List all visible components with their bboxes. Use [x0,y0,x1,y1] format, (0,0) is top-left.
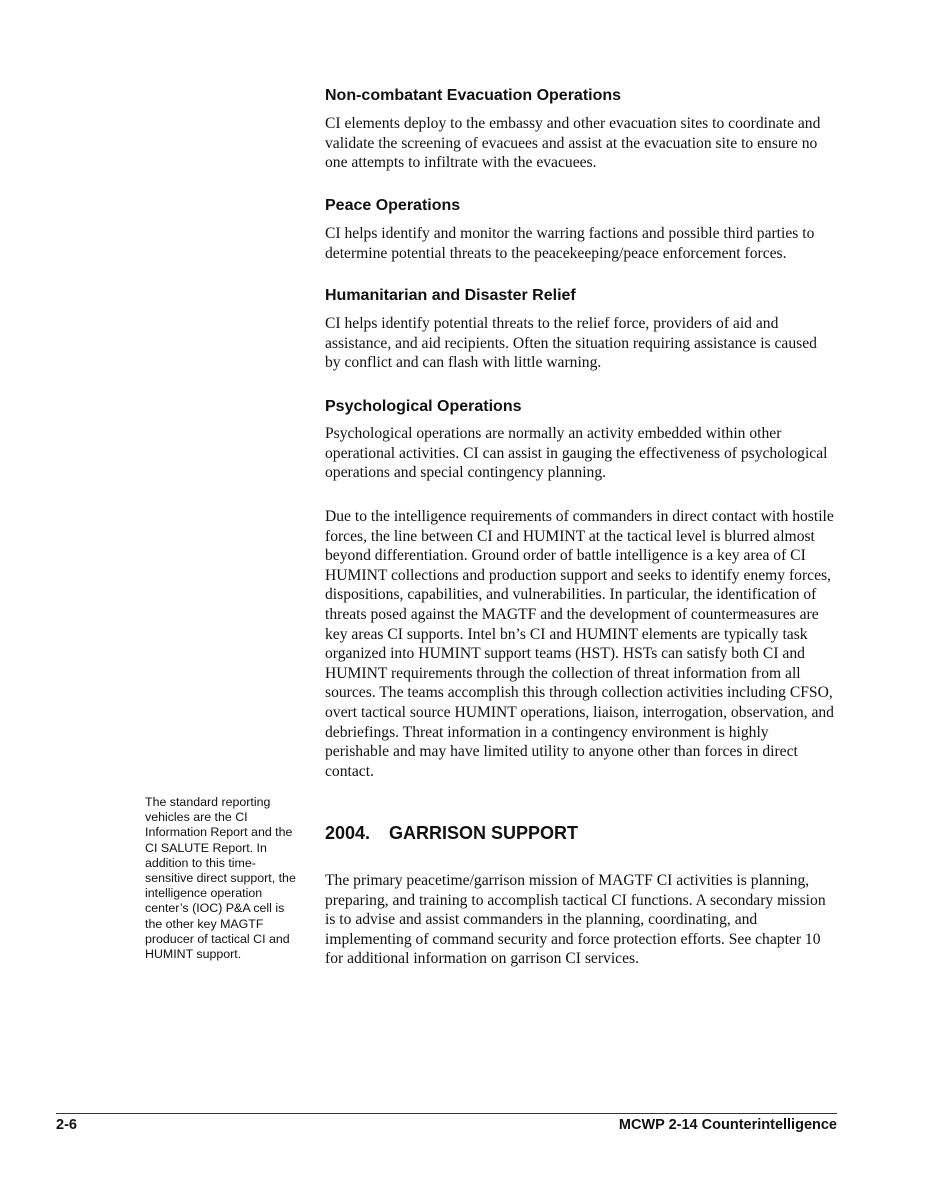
paragraph-noncombatant-evacuation: CI elements deploy to the embassy and other evacuation sites to coordinate and validate the screening of evacuees and assist at the evacuation site to ensure no one attempts to infiltrate with the evacuees. [325,115,821,172]
section-title: GARRISON SUPPORT [389,823,579,843]
section-number: 2004. [325,823,371,843]
paragraph-direct-contact: Due to the intelligence requirements of commanders in direct contact with hostile forces, the line between CI and HUMINT at the tactical level is blurred almost beyond differentiation. Ground order of battle intelligence is a key area of CI HUMINT collections and production support and seeks to identify enemy forces, dispositions, capabilities, and vulnerabilities. In particular, the identification of threats posed against the MAGTF and the development of countermeasures are key areas CI supports. Intel bn’s CI and HUMINT elements are typically task organized into HUMINT support teams (HST). HSTs can satisfy both CI and HUMINT requirements through the collection of threat information from all sources. The teams accomplish this through collection activities including CFSO, overt tactical source HUMINT operations, liaison, interrogation, observation, and debriefings. Threat information in a contingency environment is highly perishable and may have limited utility to anyone other than forces in direct contact. [325,508,834,780]
paragraph-garrison-support: The primary peacetime/garrison mission of MAGTF CI activities is planning, preparing, and training to accomplish tactical CI functions. A secondary mission is to advise and assist commanders in the planning, coordinating, and implementing of command security and force protection efforts. See chapter 10 for additional information on garrison CI services. [325,872,826,968]
page-number: 2-6 [56,1117,77,1133]
heading-psychological-operations: Psychological Operations [325,398,522,415]
margin-note: The standard reporting vehicles are the CI Information Report and the CI SALUTE Report. In addition to this time-sensitive direct support, the intelligence operation center’s (IOC) P&A cell is the other key MAGTF producer of tactical CI and HUMINT support. [145,795,296,962]
footer-rule [56,1113,837,1114]
publication-title: MCWP 2-14 Counterintelligence [618,1117,837,1133]
section-heading-2004 [325,822,578,844]
paragraph-peace-operations: CI helps identify and monitor the warring factions and possible third parties to determine potential threats to the peacekeeping/peace enforcement forces. [325,225,815,262]
heading-humanitarian-relief: Humanitarian and Disaster Relief [325,287,576,304]
heading-peace-operations: Peace Operations [325,197,461,214]
heading-noncombatant-evacuation: Non-combatant Evacuation Operations [325,87,622,104]
paragraph-psychological-operations: Psychological operations are normally an activity embedded within other operational activities. CI can assist in gauging the effectiveness of psychological operations and special contingency planning. [325,425,828,482]
paragraph-humanitarian-relief: CI helps identify potential threats to the relief force, providers of aid and assistance, and aid recipients. Often the situation requiring assistance is caused by conflict and can flash with little warning. [325,315,817,372]
